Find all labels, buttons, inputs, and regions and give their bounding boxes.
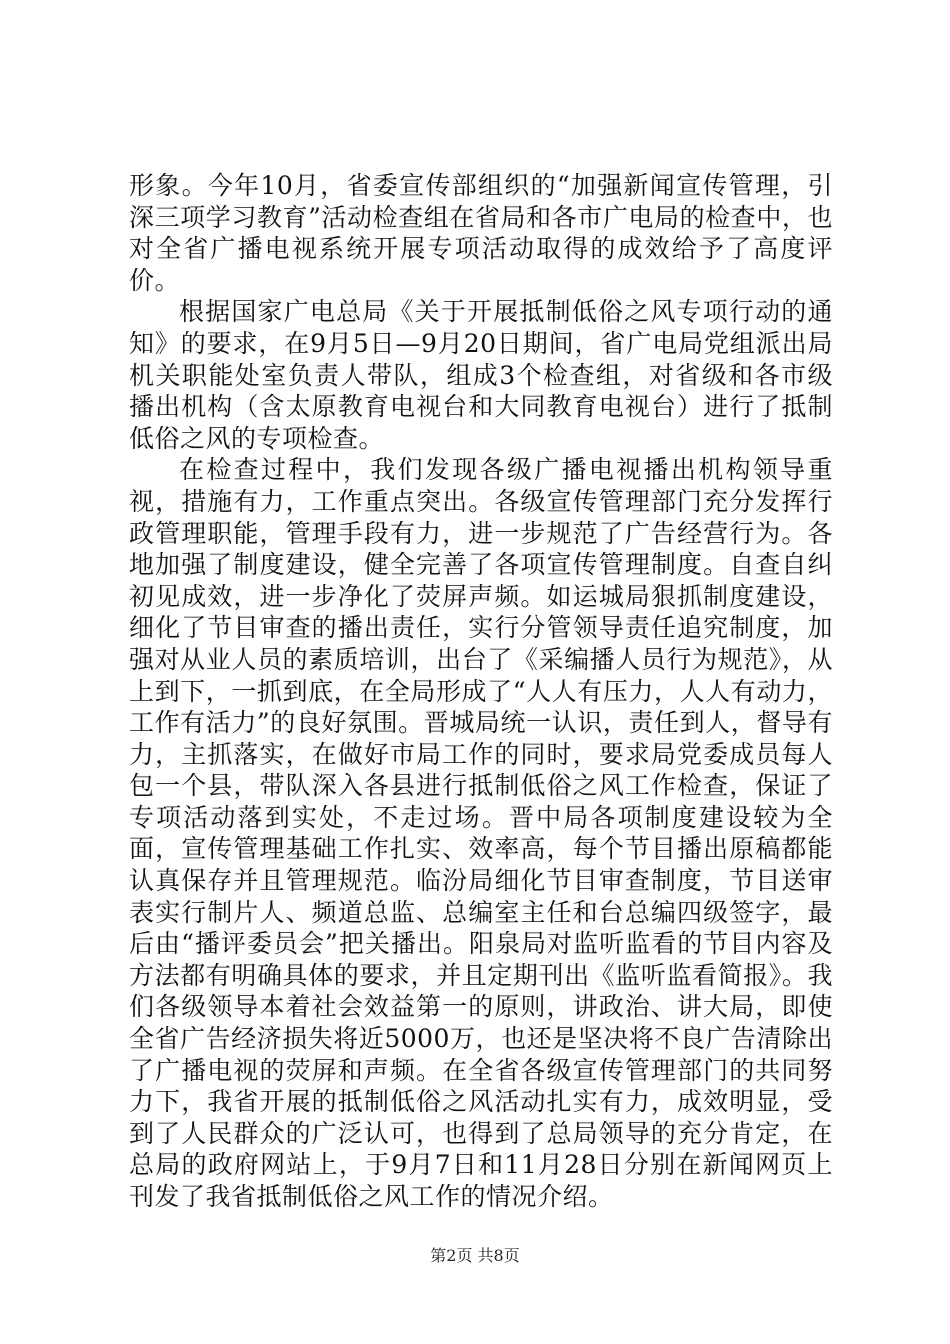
paragraph-continuation: 形象。今年10月，省委宣传部组织的“加强新闻宣传管理，引深三项学习教育”活动检查组在省局和各市广电局的检查中，也对全省广播电视系统开展专项活动取得的成效给予了高度评价。 [129,171,833,295]
page-number-footer: 第2页 共8页 [430,1246,520,1265]
paragraph-inspection-findings: 在检查过程中，我们发现各级广播电视播出机构领导重视，措施有力，工作重点突出。各级宣传管理部门充分发挥行政管理职能，管理手段有力，进一步规范了广告经营行为。各地加强了制度建设，健全完善了各项宣传管理制度。自查自纠初见成效，进一步净化了荧屏声频。如运城局狠抓制度建设，细化了节目审查的播出责任，实行分管领导责任追究制度，加强对从业人员的素质培训，出台了《采编播人员行为规范》，从上到下，一抓到底，在全局形成了“人人有压力，人人有动力，工作有活力”的良好氛围。晋城局统一认识，责任到人，督导有力，主抓落实，在做好市局工作的同时，要求局党委成员每人包一个县，带队深入各县进行抵制低俗之风工作检查，保证了专项活动落到实处，不走过场。晋中局各项制度建设较为全面，宣传管理基础工作扎实、效率高，每个节目播出原稿都能认真保存并且管理规范。临汾局细化节目审查制度，节目送审表实行制片人、频道总监、总编室主任和台总编四级签字，最后由“播评委员会”把关播出。阳泉局对监听监看的节目内容及方法都有明确具体的要求，并且定期刊出《监听监看简报》。我们各级领导本着社会效益第一的原则，讲政治、讲大局，即使全省广告经济损失将近5000万，也还是坚决将不良广告清除出了广播电视的荧屏和声频。在全省各级宣传管理部门的共同努力下，我省开展的抵制低俗之风活动扎实有力，成效明显，受到了人民群众的广泛认可，也得到了总局领导的充分肯定，在总局的政府网站上，于9月7日和11月28日分别在新闻网页上刊发了我省抵制低俗之风工作的情况介绍。 [129,455,833,1211]
paragraph-inspection-notice: 根据国家广电总局《关于开展抵制低俗之风专项行动的通知》的要求，在9月5日—9月20日期间，省广电局党组派出局机关职能处室负责人带队，组成3个检查组，对省级和各市级播出机构（含太原教育电视台和大同教育电视台）进行了抵制低俗之风的专项检查。 [129,297,833,453]
document-body [129,170,833,1213]
